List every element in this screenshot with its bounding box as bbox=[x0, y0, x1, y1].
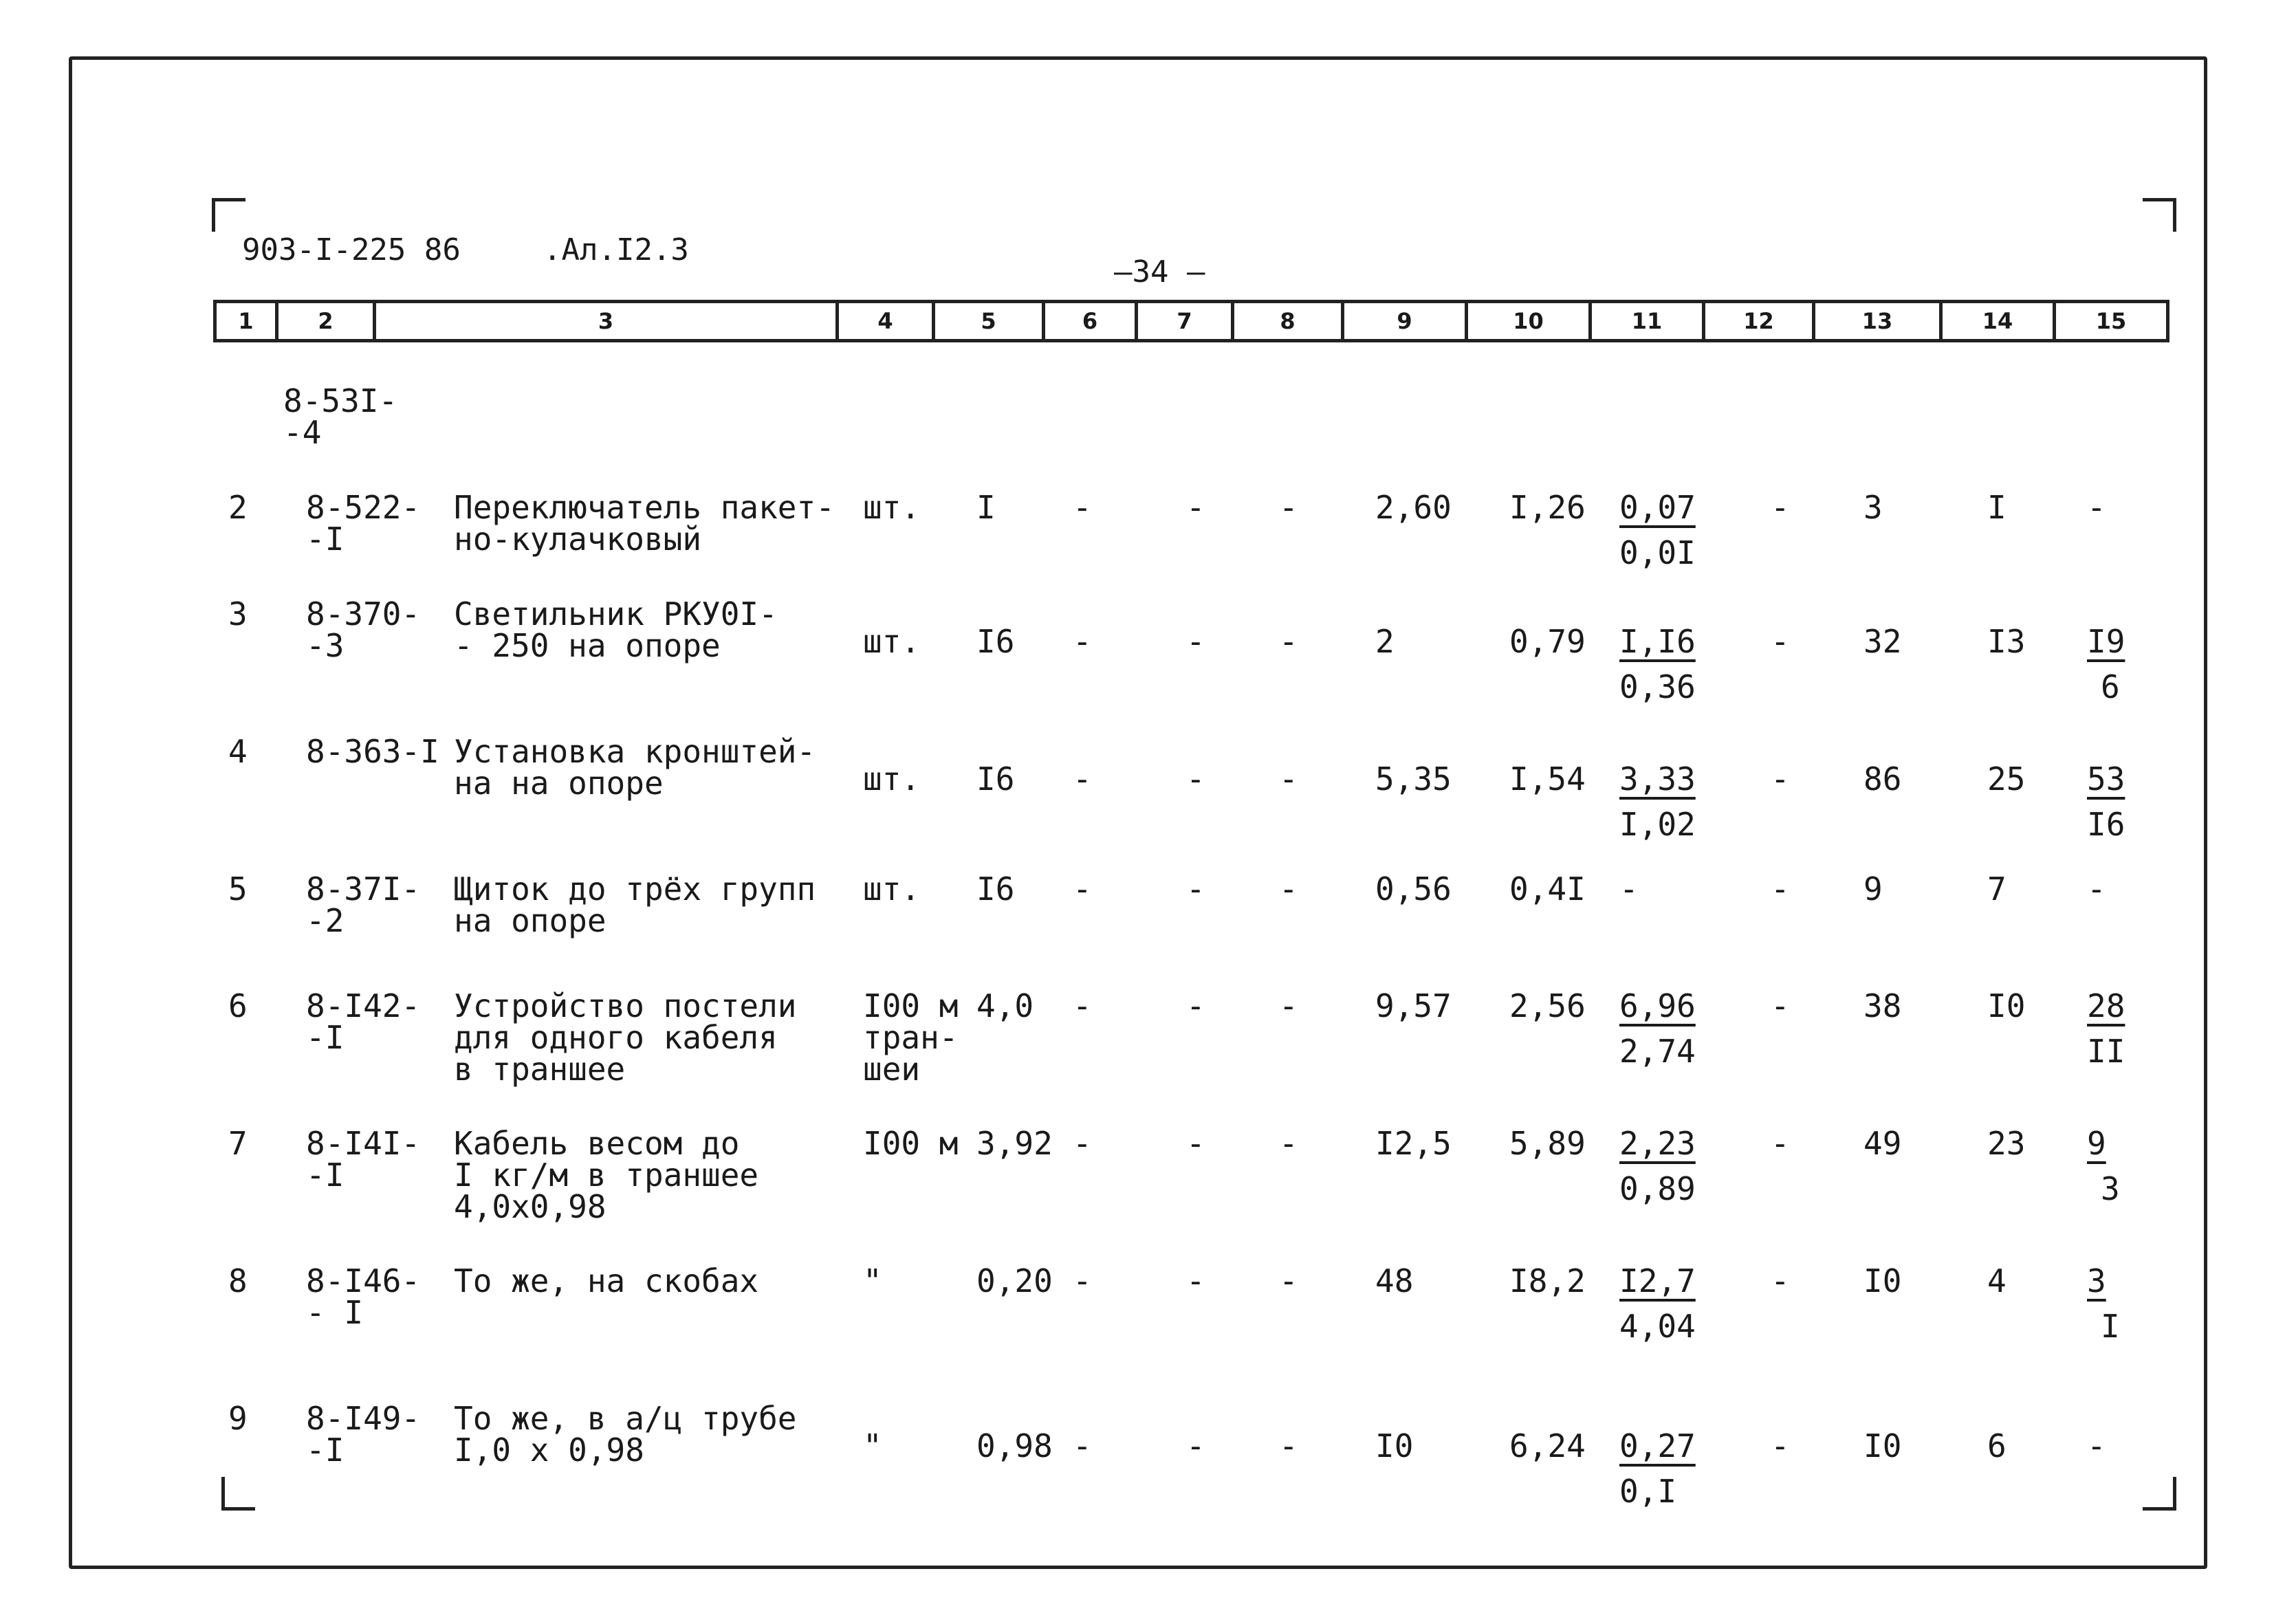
row-code: 8-522- -I bbox=[306, 489, 421, 558]
row-col-6: - bbox=[1073, 623, 1092, 660]
row-col-9: I2,5 bbox=[1375, 1125, 1452, 1162]
row-col-9: 48 bbox=[1375, 1262, 1414, 1299]
row-number: 8 bbox=[228, 1262, 248, 1299]
row-col-10: 0,4I bbox=[1509, 870, 1586, 908]
row-col-8: - bbox=[1279, 1125, 1298, 1162]
row-col-14: 4 bbox=[1987, 1262, 2007, 1299]
row-col-11-bottom: 4,04 bbox=[1619, 1308, 1696, 1345]
row-number: 3 bbox=[228, 595, 248, 633]
corner-mark-top-left bbox=[212, 198, 245, 232]
row-col-11-bottom: 0,89 bbox=[1619, 1170, 1696, 1207]
row-col-13: I0 bbox=[1863, 1262, 1902, 1299]
row-quantity: I6 bbox=[976, 870, 1015, 908]
row-quantity: I bbox=[976, 489, 996, 526]
column-number-11: 11 bbox=[1592, 303, 1705, 339]
row-col-14: 6 bbox=[1987, 1427, 2007, 1464]
column-number-9: 9 bbox=[1344, 303, 1468, 339]
row-col-15-top: 3 bbox=[2087, 1262, 2106, 1299]
row-unit: I00 м тран- шеи bbox=[863, 987, 959, 1088]
row-col-10: 2,56 bbox=[1509, 987, 1586, 1024]
row-col-14: I3 bbox=[1987, 623, 2026, 660]
row-col-7: - bbox=[1186, 870, 1205, 908]
row-col-15-top: - bbox=[2087, 489, 2106, 526]
row-quantity: I6 bbox=[976, 760, 1015, 798]
column-number-header bbox=[213, 300, 2169, 342]
row-col-7: - bbox=[1186, 1427, 1205, 1464]
row-unit: шт. bbox=[863, 760, 921, 798]
row-code: 8-370- -3 bbox=[306, 595, 421, 664]
row-col-15-top: I9 bbox=[2087, 623, 2125, 660]
column-number-1: 1 bbox=[217, 303, 278, 339]
row-col-10: I,54 bbox=[1509, 760, 1586, 798]
row-col-15-top: - bbox=[2087, 870, 2106, 908]
row-col-7: - bbox=[1186, 1125, 1205, 1162]
row-col-6: - bbox=[1073, 1125, 1092, 1162]
row-quantity: 0,98 bbox=[976, 1427, 1053, 1464]
corner-mark-top-right bbox=[2143, 198, 2176, 232]
row-col-15-bottom: I bbox=[2101, 1308, 2120, 1345]
row-col-6: - bbox=[1073, 760, 1092, 798]
row-col-9: I0 bbox=[1375, 1427, 1414, 1464]
column-number-15: 15 bbox=[2095, 308, 2127, 334]
row-col-14: I bbox=[1987, 489, 2007, 526]
row-col-15-top: 53 bbox=[2087, 760, 2125, 798]
column-number-7: 7 bbox=[1138, 303, 1234, 339]
row-col-9: 0,56 bbox=[1375, 870, 1452, 908]
pre-row-code: 8-53I- -4 bbox=[283, 382, 398, 451]
row-number: 2 bbox=[228, 489, 248, 526]
row-name: То же, в а/ц трубе I,0 х 0,98 bbox=[454, 1400, 797, 1469]
row-col-12: - bbox=[1771, 987, 1790, 1024]
row-col-14: 25 bbox=[1987, 760, 2026, 798]
row-col-13: 86 bbox=[1863, 760, 1902, 798]
row-unit: I00 м bbox=[863, 1125, 959, 1162]
corner-mark-bottom-left bbox=[221, 1477, 255, 1511]
row-name: Светильник РКУ0I- - 250 на опоре bbox=[454, 595, 778, 664]
row-quantity: 4,0 bbox=[976, 987, 1034, 1024]
row-col-11-bottom: 0,36 bbox=[1619, 668, 1696, 705]
row-col-6: - bbox=[1073, 1427, 1092, 1464]
row-col-9: 5,35 bbox=[1375, 760, 1452, 798]
row-col-12: - bbox=[1771, 1125, 1790, 1162]
row-unit: шт. bbox=[863, 489, 921, 526]
column-number-5: 5 bbox=[935, 303, 1045, 339]
row-col-6: - bbox=[1073, 870, 1092, 908]
row-col-9: 9,57 bbox=[1375, 987, 1452, 1024]
row-col-7: - bbox=[1186, 987, 1205, 1024]
row-code: 8-I4I- -I bbox=[306, 1125, 421, 1194]
row-col-14: I0 bbox=[1987, 987, 2026, 1024]
row-col-15-bottom: II bbox=[2087, 1033, 2125, 1070]
row-col-15-top: 28 bbox=[2087, 987, 2125, 1024]
row-col-9: 2,60 bbox=[1375, 489, 1452, 526]
row-col-11-top: - bbox=[1619, 870, 1639, 908]
row-col-15-top: 9 bbox=[2087, 1125, 2106, 1162]
row-col-8: - bbox=[1279, 623, 1298, 660]
row-col-6: - bbox=[1073, 1262, 1092, 1299]
row-name: То же, на скобах bbox=[454, 1262, 759, 1299]
row-unit: " bbox=[863, 1262, 882, 1299]
row-col-13: 32 bbox=[1863, 623, 1902, 660]
row-col-7: - bbox=[1186, 760, 1205, 798]
row-name: Кабель весом до I кг/м в траншее 4,0х0,98 bbox=[454, 1125, 759, 1225]
row-name: Устройство постели для одного кабеля в траншее bbox=[454, 987, 797, 1088]
row-number: 4 bbox=[228, 733, 248, 770]
row-code: 8-I46- - I bbox=[306, 1262, 421, 1331]
row-col-15-bottom: 6 bbox=[2101, 668, 2120, 705]
row-col-10: 0,79 bbox=[1509, 623, 1586, 660]
row-col-7: - bbox=[1186, 623, 1205, 660]
row-col-12: - bbox=[1771, 1262, 1790, 1299]
row-col-8: - bbox=[1279, 760, 1298, 798]
row-col-6: - bbox=[1073, 987, 1092, 1024]
row-quantity: 3,92 bbox=[976, 1125, 1053, 1162]
row-code: 8-I49- -I bbox=[306, 1400, 421, 1469]
document-number: 903-I-225 86 bbox=[242, 232, 461, 267]
row-col-11-bottom: I,02 bbox=[1619, 806, 1696, 843]
row-col-11-top: 0,07 bbox=[1619, 489, 1696, 526]
corner-mark-bottom-right bbox=[2143, 1477, 2176, 1511]
row-col-15-top: - bbox=[2087, 1427, 2106, 1464]
row-col-11-top: 0,27 bbox=[1619, 1427, 1696, 1464]
row-col-7: - bbox=[1186, 489, 1205, 526]
row-col-13: 49 bbox=[1863, 1125, 1902, 1162]
column-number-14: 14 bbox=[1943, 303, 2056, 339]
row-col-11-top: 2,23 bbox=[1619, 1125, 1696, 1162]
column-number-12: 12 bbox=[1705, 303, 1815, 339]
page-number: —34 — bbox=[1114, 254, 1205, 289]
row-col-10: I8,2 bbox=[1509, 1262, 1586, 1299]
row-col-12: - bbox=[1771, 489, 1790, 526]
row-number: 7 bbox=[228, 1125, 248, 1162]
row-col-8: - bbox=[1279, 1262, 1298, 1299]
row-col-11-bottom: 0,I bbox=[1619, 1473, 1677, 1510]
row-code: 8-37I- -2 bbox=[306, 870, 421, 939]
row-col-13: 38 bbox=[1863, 987, 1902, 1024]
row-col-13: I0 bbox=[1863, 1427, 1902, 1464]
column-number-13: 13 bbox=[1815, 303, 1943, 339]
row-unit: шт. bbox=[863, 623, 921, 660]
row-col-8: - bbox=[1279, 987, 1298, 1024]
row-quantity: I6 bbox=[976, 623, 1015, 660]
row-name: Щиток до трёх групп на опоре bbox=[454, 870, 816, 939]
column-number-3: 3 bbox=[376, 303, 839, 339]
row-number: 5 bbox=[228, 870, 248, 908]
row-unit: шт. bbox=[863, 870, 921, 908]
row-col-11-bottom: 0,0I bbox=[1619, 534, 1696, 571]
row-quantity: 0,20 bbox=[976, 1262, 1053, 1299]
row-col-12: - bbox=[1771, 760, 1790, 798]
row-col-11-top: 6,96 bbox=[1619, 987, 1696, 1024]
row-number: 9 bbox=[228, 1400, 248, 1437]
row-col-8: - bbox=[1279, 1427, 1298, 1464]
row-col-10: 6,24 bbox=[1509, 1427, 1586, 1464]
column-number-10: 10 bbox=[1468, 303, 1592, 339]
row-col-11-top: 3,33 bbox=[1619, 760, 1696, 798]
row-name: Переключатель пакет- но-кулачковый bbox=[454, 489, 835, 558]
row-code: 8-I42- -I bbox=[306, 987, 421, 1056]
row-col-12: - bbox=[1771, 1427, 1790, 1464]
row-col-12: - bbox=[1771, 623, 1790, 660]
row-code: 8-363-I bbox=[306, 733, 439, 770]
column-number-8: 8 bbox=[1234, 303, 1344, 339]
column-number-2: 2 bbox=[278, 303, 376, 339]
row-col-11-bottom: 2,74 bbox=[1619, 1033, 1696, 1070]
row-col-11-top: I2,7 bbox=[1619, 1262, 1696, 1299]
row-number: 6 bbox=[228, 987, 248, 1024]
row-col-8: - bbox=[1279, 489, 1298, 526]
row-col-12: - bbox=[1771, 870, 1790, 908]
row-col-15-bottom: I6 bbox=[2087, 806, 2125, 843]
row-col-15-bottom: 3 bbox=[2101, 1170, 2120, 1207]
row-unit: " bbox=[863, 1427, 882, 1464]
sheet-label: .Ал.I2.3 bbox=[543, 232, 689, 267]
row-col-13: 3 bbox=[1863, 489, 1883, 526]
row-col-9: 2 bbox=[1375, 623, 1395, 660]
row-col-10: 5,89 bbox=[1509, 1125, 1586, 1162]
column-number-4: 4 bbox=[839, 303, 935, 339]
row-name: Установка кронштей- на на опоре bbox=[454, 733, 816, 802]
row-col-14: 7 bbox=[1987, 870, 2007, 908]
row-col-6: - bbox=[1073, 489, 1092, 526]
row-col-11-top: I,I6 bbox=[1619, 623, 1696, 660]
row-col-10: I,26 bbox=[1509, 489, 1586, 526]
row-col-13: 9 bbox=[1863, 870, 1883, 908]
row-col-8: - bbox=[1279, 870, 1298, 908]
column-number-6: 6 bbox=[1045, 303, 1138, 339]
row-col-14: 23 bbox=[1987, 1125, 2026, 1162]
row-col-7: - bbox=[1186, 1262, 1205, 1299]
